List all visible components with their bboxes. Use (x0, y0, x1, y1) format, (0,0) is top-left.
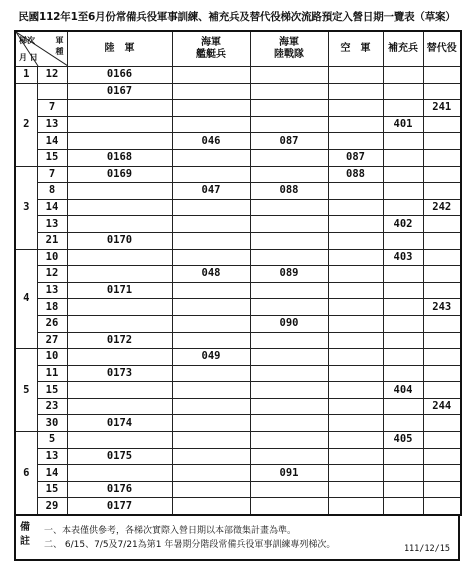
month-cell: 1 (15, 67, 37, 84)
air-force-cell (328, 199, 383, 216)
air-force-cell: 087 (328, 149, 383, 166)
navy-cell (172, 232, 250, 249)
marines-cell (250, 299, 328, 316)
alternative-cell (423, 465, 461, 482)
header-alternative: 替代役 (423, 31, 461, 67)
supplementary-cell (383, 448, 423, 465)
air-force-cell (328, 448, 383, 465)
air-force-cell (328, 133, 383, 150)
notes-label: 備註 (20, 522, 30, 548)
army-cell (67, 133, 172, 150)
navy-cell (172, 432, 250, 449)
marines-cell (250, 232, 328, 249)
navy-cell (172, 166, 250, 183)
header-air-force: 空 軍 (328, 31, 383, 67)
army-cell (67, 116, 172, 133)
army-cell (67, 315, 172, 332)
alternative-cell (423, 83, 461, 100)
air-force-cell (328, 249, 383, 266)
marines-cell (250, 149, 328, 166)
army-cell (67, 199, 172, 216)
navy-cell (172, 415, 250, 432)
army-cell (67, 349, 172, 366)
navy-cell (172, 83, 250, 100)
table-row (15, 83, 461, 100)
air-force-cell (328, 282, 383, 299)
day-cell: 5 (37, 432, 67, 449)
army-cell (67, 465, 172, 482)
marines-cell (250, 166, 328, 183)
marines-cell (250, 349, 328, 366)
day-cell: 15 (37, 481, 67, 498)
month-cell: 5 (15, 349, 37, 432)
day-cell: 12 (37, 266, 67, 283)
air-force-cell (328, 498, 383, 515)
header-marines: 海軍 陸戰隊 (250, 31, 328, 67)
alternative-cell (423, 481, 461, 498)
supplementary-cell (383, 365, 423, 382)
day-cell: 14 (37, 465, 67, 482)
air-force-cell (328, 481, 383, 498)
alternative-cell (423, 448, 461, 465)
navy-cell (172, 282, 250, 299)
army-cell (67, 100, 172, 117)
navy-cell (172, 199, 250, 216)
air-force-cell (328, 465, 383, 482)
alternative-cell (423, 365, 461, 382)
supplementary-cell (383, 415, 423, 432)
supplementary-cell: 404 (383, 382, 423, 399)
alternative-cell (423, 498, 461, 515)
month-cell: 4 (15, 249, 37, 349)
marines-cell (250, 83, 328, 100)
alternative-cell (423, 67, 461, 84)
note-line-1: 一、本表僅供參考，各梯次實際入營日期以本部徵集計畫為準。 (44, 526, 297, 537)
corner-label-type: 種 (55, 47, 64, 56)
army-cell: 0174 (67, 415, 172, 432)
army-cell: 0175 (67, 448, 172, 465)
marines-cell (250, 216, 328, 233)
table-row (15, 166, 461, 183)
table-row (15, 183, 461, 200)
supplementary-cell (383, 349, 423, 366)
alternative-cell (423, 266, 461, 283)
supplementary-cell (383, 332, 423, 349)
day-cell: 27 (37, 332, 67, 349)
day-cell: 8 (37, 183, 67, 200)
day-cell: 30 (37, 415, 67, 432)
header-army: 陸 軍 (67, 31, 172, 67)
navy-cell (172, 332, 250, 349)
supplementary-cell: 403 (383, 249, 423, 266)
corner-label-date: 月 日 (19, 53, 38, 62)
supplementary-cell (383, 183, 423, 200)
alternative-cell: 243 (423, 299, 461, 316)
air-force-cell (328, 382, 383, 399)
alternative-cell (423, 249, 461, 266)
marines-cell: 087 (250, 133, 328, 150)
day-cell: 14 (37, 133, 67, 150)
header-supplementary: 補充兵 (383, 31, 423, 67)
army-cell: 0176 (67, 481, 172, 498)
navy-cell (172, 448, 250, 465)
air-force-cell (328, 83, 383, 100)
supplementary-cell (383, 133, 423, 150)
marines-cell (250, 116, 328, 133)
supplementary-cell: 401 (383, 116, 423, 133)
air-force-cell (328, 415, 383, 432)
air-force-cell (328, 232, 383, 249)
header-row (15, 31, 461, 67)
table-row (15, 149, 461, 166)
table-row (15, 398, 461, 415)
alternative-cell (423, 232, 461, 249)
alternative-cell (423, 282, 461, 299)
army-cell: 0167 (67, 83, 172, 100)
table-row (15, 67, 461, 84)
table-row (15, 332, 461, 349)
navy-cell (172, 315, 250, 332)
table-row (15, 282, 461, 299)
navy-cell: 047 (172, 183, 250, 200)
day-cell: 18 (37, 299, 67, 316)
marines-cell (250, 249, 328, 266)
army-cell: 0168 (67, 149, 172, 166)
marines-cell (250, 498, 328, 515)
supplementary-cell (383, 315, 423, 332)
note-line-2: 二、 6/15、7/5及7/21為第1 年暑期分階段常備兵役軍事訓練專列梯次。 (44, 540, 336, 551)
marines-cell (250, 332, 328, 349)
header-navy: 海軍 艦艇兵 (172, 31, 250, 67)
day-cell: 15 (37, 149, 67, 166)
day-cell: 10 (37, 349, 67, 366)
air-force-cell (328, 299, 383, 316)
marines-cell (250, 415, 328, 432)
corner-label-service: 軍 (55, 36, 64, 45)
army-cell: 0166 (67, 67, 172, 84)
supplementary-cell (383, 465, 423, 482)
day-cell: 13 (37, 116, 67, 133)
day-cell: 7 (37, 166, 67, 183)
marines-cell: 090 (250, 315, 328, 332)
table-row (15, 465, 461, 482)
marines-cell (250, 282, 328, 299)
day-cell (37, 83, 67, 100)
army-cell: 0171 (67, 282, 172, 299)
supplementary-cell (383, 398, 423, 415)
alternative-cell (423, 349, 461, 366)
month-cell: 6 (15, 432, 37, 515)
marines-cell: 089 (250, 266, 328, 283)
document-date: 111/12/15 (403, 544, 450, 555)
army-cell: 0170 (67, 232, 172, 249)
air-force-cell (328, 315, 383, 332)
supplementary-cell (383, 266, 423, 283)
air-force-cell (328, 266, 383, 283)
air-force-cell (328, 183, 383, 200)
day-cell: 11 (37, 365, 67, 382)
table-row (15, 481, 461, 498)
table-row (15, 382, 461, 399)
alternative-cell: 244 (423, 398, 461, 415)
corner-label-batch: 梯次 (19, 36, 35, 45)
alternative-cell (423, 432, 461, 449)
supplementary-cell (383, 100, 423, 117)
table-row (15, 133, 461, 150)
supplementary-cell (383, 498, 423, 515)
navy-cell (172, 498, 250, 515)
alternative-cell (423, 216, 461, 233)
alternative-cell (423, 415, 461, 432)
alternative-cell: 242 (423, 199, 461, 216)
navy-cell (172, 149, 250, 166)
day-cell: 10 (37, 249, 67, 266)
day-cell: 15 (37, 382, 67, 399)
navy-cell: 048 (172, 266, 250, 283)
table-row (15, 216, 461, 233)
table-row (15, 365, 461, 382)
navy-cell (172, 481, 250, 498)
army-cell (67, 299, 172, 316)
table-row (15, 266, 461, 283)
army-cell (67, 382, 172, 399)
supplementary-cell (383, 232, 423, 249)
table-row (15, 498, 461, 515)
table-row (15, 415, 461, 432)
navy-cell (172, 216, 250, 233)
corner-header-cell (15, 31, 67, 67)
table-row (15, 349, 461, 366)
army-cell (67, 249, 172, 266)
alternative-cell (423, 166, 461, 183)
army-cell (67, 398, 172, 415)
marines-cell (250, 398, 328, 415)
notes-section (14, 516, 460, 561)
alternative-cell (423, 332, 461, 349)
document-title: 民國112年1至6月份常備兵役軍事訓練、補充兵及替代役梯次流路預定入營日期一覽表（草案） (18, 11, 456, 23)
navy-cell (172, 465, 250, 482)
marines-cell (250, 432, 328, 449)
air-force-cell (328, 100, 383, 117)
supplementary-cell (383, 149, 423, 166)
day-cell: 14 (37, 199, 67, 216)
day-cell: 21 (37, 232, 67, 249)
schedule-body (15, 67, 461, 516)
navy-cell: 049 (172, 349, 250, 366)
day-cell: 7 (37, 100, 67, 117)
marines-cell (250, 382, 328, 399)
table-row (15, 299, 461, 316)
army-cell (67, 266, 172, 283)
navy-cell (172, 365, 250, 382)
army-cell: 0173 (67, 365, 172, 382)
alternative-cell: 241 (423, 100, 461, 117)
table-row (15, 448, 461, 465)
air-force-cell (328, 116, 383, 133)
supplementary-cell (383, 481, 423, 498)
marines-cell (250, 199, 328, 216)
marines-cell (250, 67, 328, 84)
supplementary-cell (383, 67, 423, 84)
day-cell: 23 (37, 398, 67, 415)
alternative-cell (423, 116, 461, 133)
army-cell (67, 432, 172, 449)
table-row (15, 432, 461, 449)
army-cell (67, 183, 172, 200)
navy-cell (172, 249, 250, 266)
alternative-cell (423, 149, 461, 166)
supplementary-cell (383, 199, 423, 216)
month-cell: 2 (15, 83, 37, 166)
marines-cell: 088 (250, 183, 328, 200)
month-cell: 3 (15, 166, 37, 249)
air-force-cell (328, 432, 383, 449)
marines-cell (250, 481, 328, 498)
air-force-cell (328, 365, 383, 382)
navy-cell (172, 67, 250, 84)
schedule-table (14, 30, 462, 516)
table-row (15, 116, 461, 133)
supplementary-cell (383, 83, 423, 100)
army-cell (67, 216, 172, 233)
army-cell: 0169 (67, 166, 172, 183)
day-cell: 13 (37, 282, 67, 299)
marines-cell (250, 100, 328, 117)
army-cell: 0177 (67, 498, 172, 515)
table-row (15, 100, 461, 117)
air-force-cell (328, 349, 383, 366)
day-cell: 29 (37, 498, 67, 515)
navy-cell (172, 116, 250, 133)
day-cell: 13 (37, 448, 67, 465)
supplementary-cell (383, 166, 423, 183)
navy-cell (172, 299, 250, 316)
supplementary-cell (383, 282, 423, 299)
alternative-cell (423, 133, 461, 150)
air-force-cell (328, 67, 383, 84)
marines-cell (250, 365, 328, 382)
schedule-document (14, 6, 460, 555)
table-row (15, 315, 461, 332)
navy-cell: 046 (172, 133, 250, 150)
navy-cell (172, 382, 250, 399)
alternative-cell (423, 382, 461, 399)
day-cell: 12 (37, 67, 67, 84)
table-row (15, 199, 461, 216)
air-force-cell: 088 (328, 166, 383, 183)
table-row (15, 249, 461, 266)
navy-cell (172, 398, 250, 415)
alternative-cell (423, 183, 461, 200)
table-row (15, 232, 461, 249)
day-cell: 13 (37, 216, 67, 233)
air-force-cell (328, 398, 383, 415)
marines-cell: 091 (250, 465, 328, 482)
supplementary-cell: 402 (383, 216, 423, 233)
supplementary-cell: 405 (383, 432, 423, 449)
supplementary-cell (383, 299, 423, 316)
army-cell: 0172 (67, 332, 172, 349)
air-force-cell (328, 332, 383, 349)
marines-cell (250, 448, 328, 465)
navy-cell (172, 100, 250, 117)
air-force-cell (328, 216, 383, 233)
alternative-cell (423, 315, 461, 332)
day-cell: 26 (37, 315, 67, 332)
